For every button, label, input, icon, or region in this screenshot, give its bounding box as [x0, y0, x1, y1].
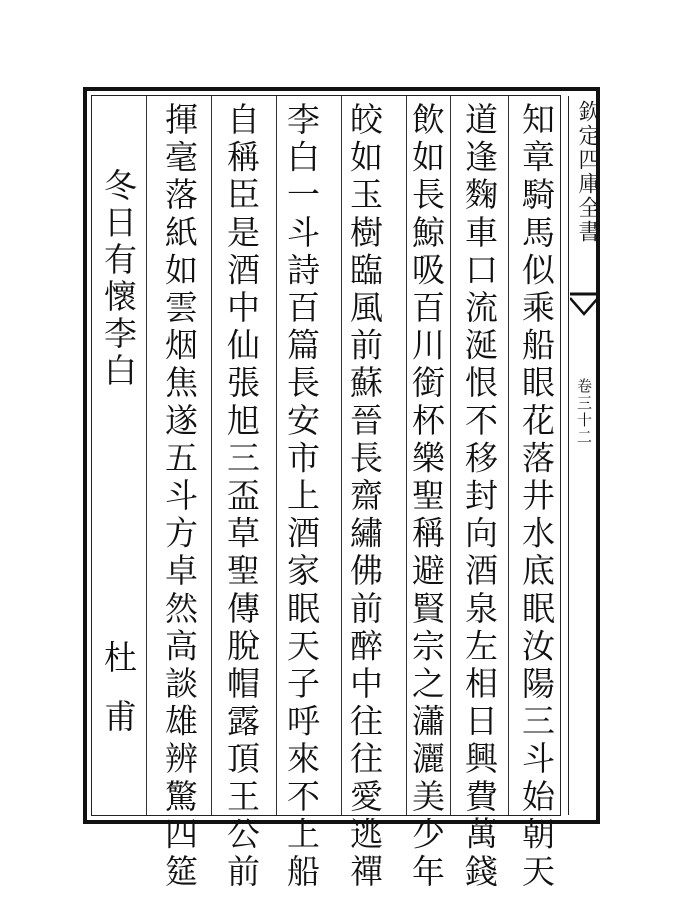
poem-column-6: 自稱臣是酒中仙張旭三盃草聖傳脫帽露頂王公前: [222, 102, 261, 892]
column-rule: [211, 96, 212, 815]
column-rule: [276, 96, 277, 815]
poem-column-2: 道逢麴車口流涎恨不移封向酒泉左相日興費萬錢: [460, 102, 499, 892]
poem-column-7: 揮毫落紙如雲烟焦遂五斗方卓然高談雄辨驚四筵: [160, 102, 199, 892]
poem-column-4: 皎如玉樹臨風前蘇晉長齋繡佛前醉中往往愛逃禪: [345, 102, 384, 892]
column-rule: [146, 96, 147, 815]
poem-title: 冬日有懷李白: [99, 168, 138, 390]
column-rule: [508, 96, 509, 815]
column-rule: [341, 96, 342, 815]
poem-author: 杜甫: [99, 640, 138, 758]
poem-column-1: 知章騎馬似乘船眼花落井水底眠汝陽三斗始朝天: [517, 102, 556, 892]
poem-column-5: 李白一斗詩百篇長安市上酒家眠天子呼來不上船: [282, 102, 321, 892]
book-title: 欽定四庫全書: [575, 100, 600, 244]
fish-tail-mark-icon: [570, 292, 598, 322]
volume-number: 卷三十二: [575, 378, 593, 446]
poem-column-3: 飲如長鯨吸百川銜杯樂聖稱避賢宗之瀟灑美少年: [407, 102, 446, 892]
column-rule: [450, 96, 451, 815]
